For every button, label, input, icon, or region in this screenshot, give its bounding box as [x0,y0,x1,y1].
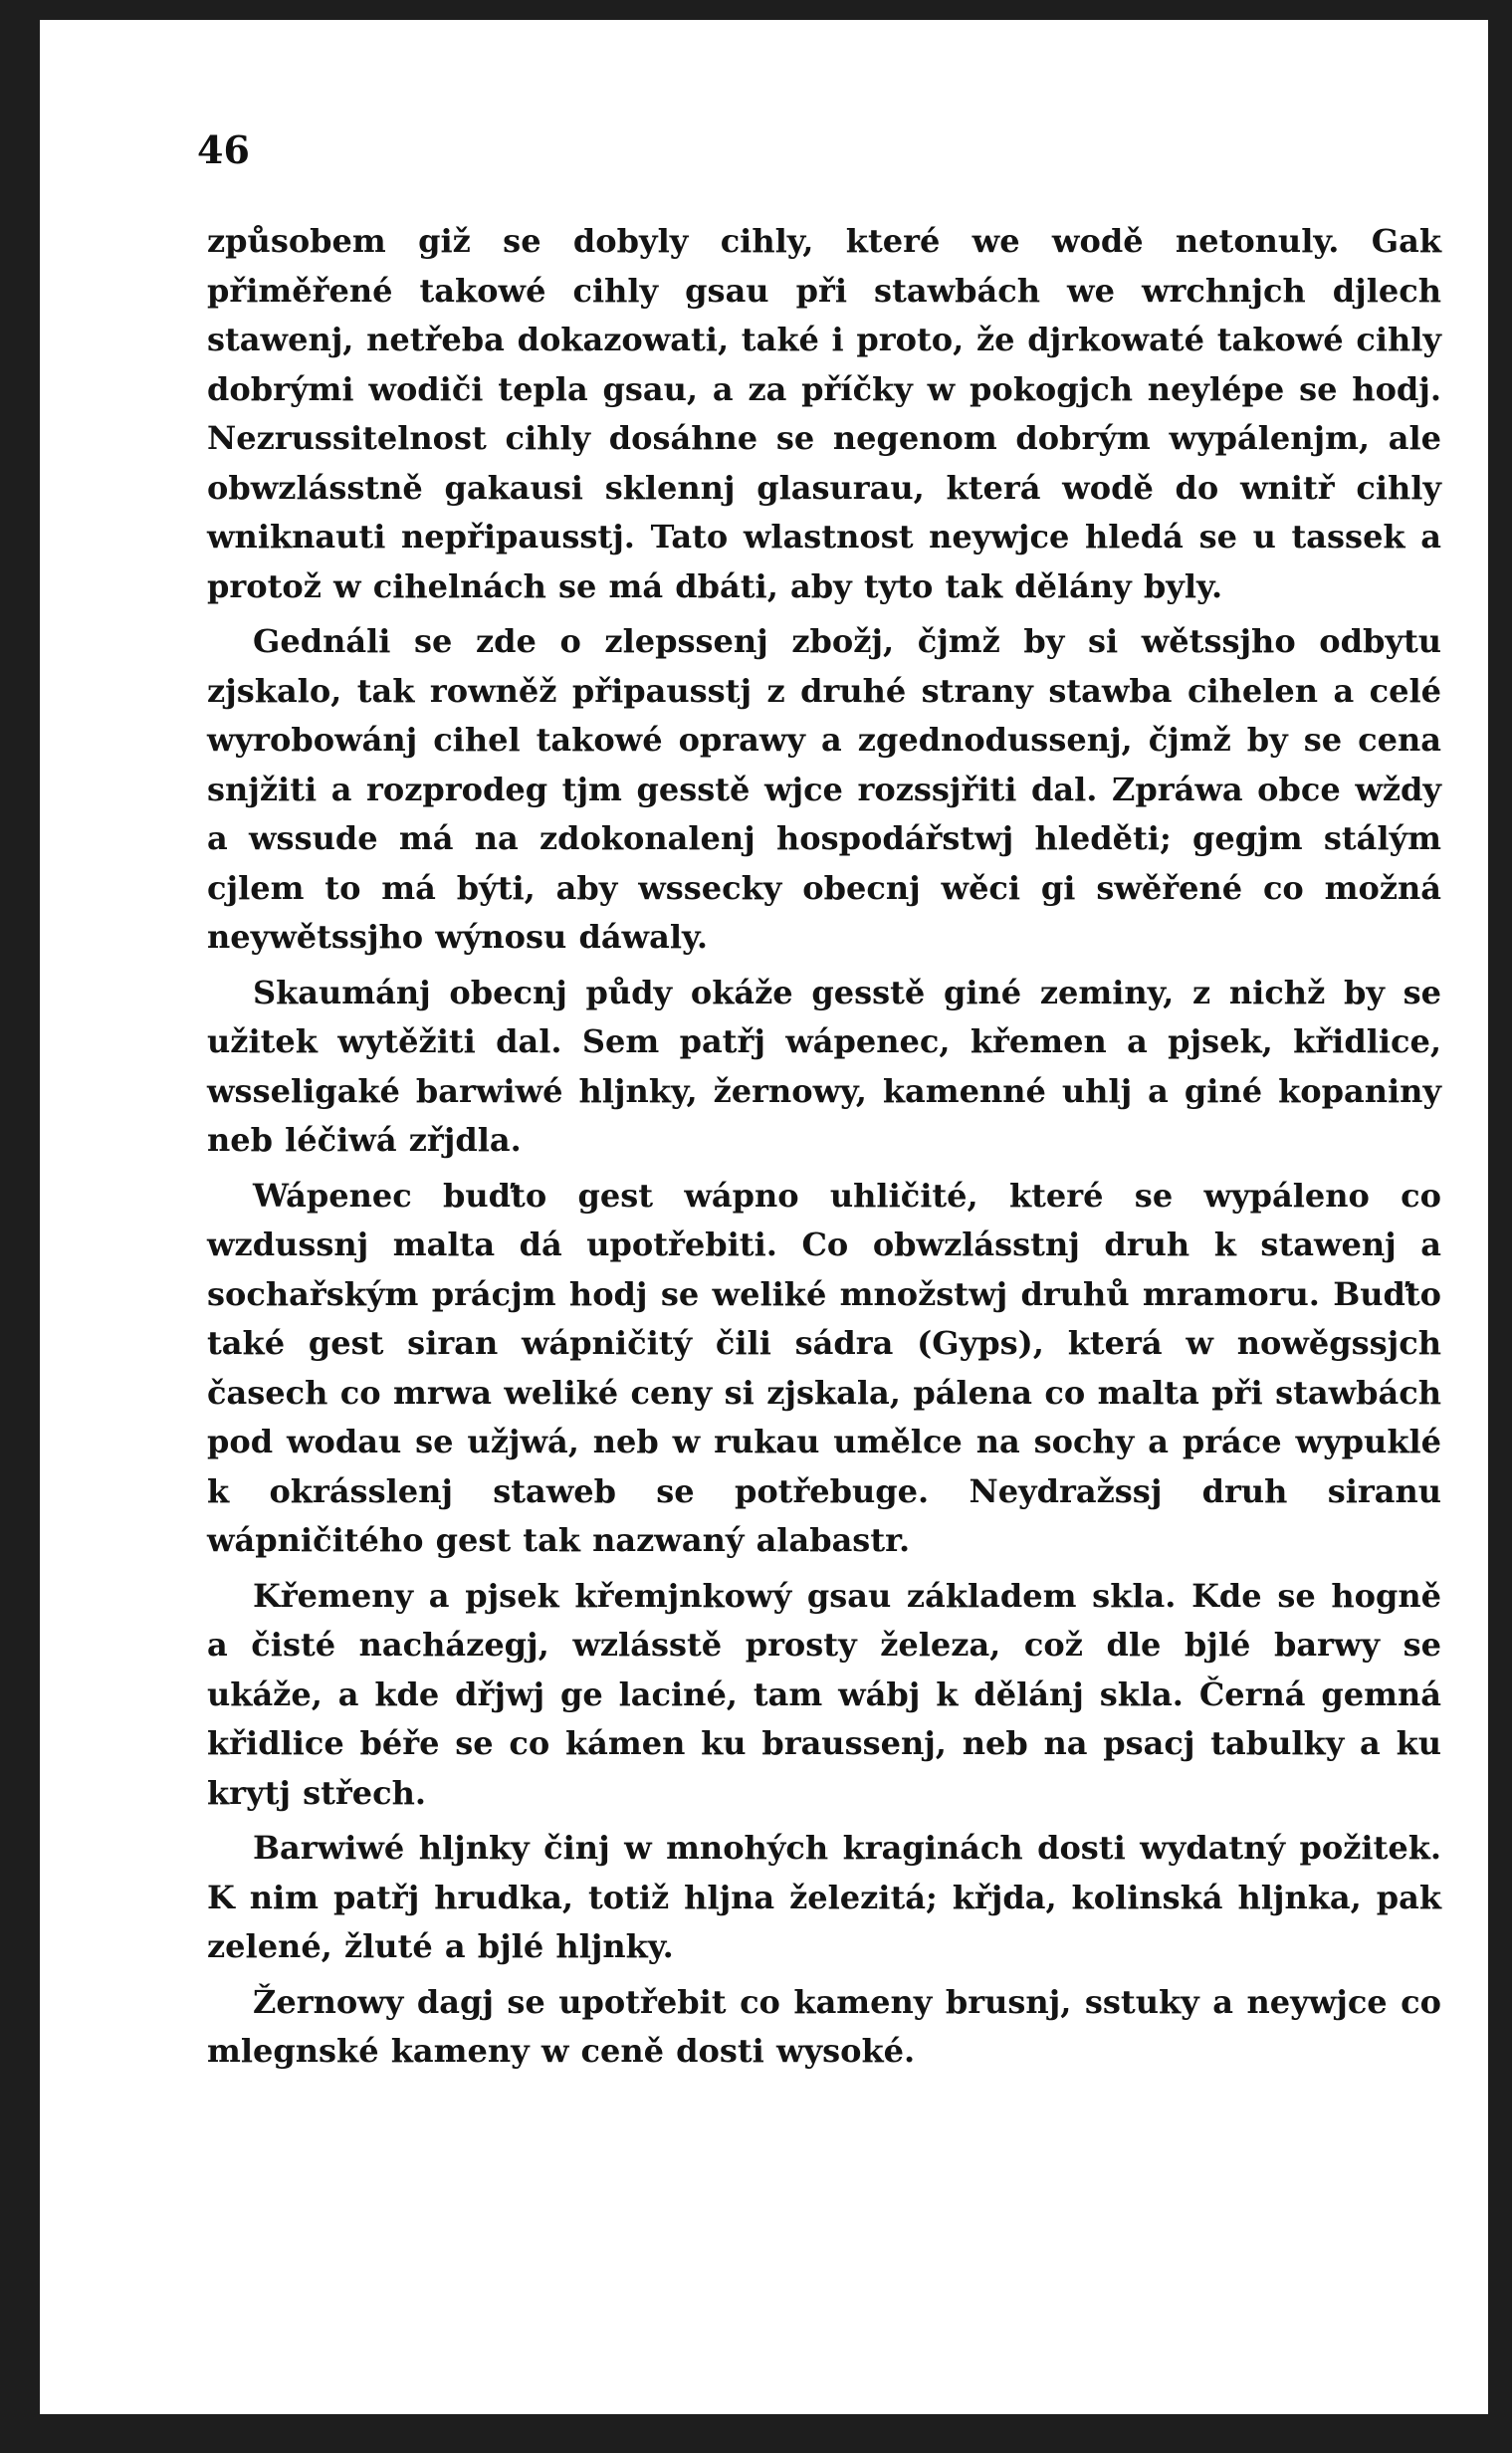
book-page [40,20,1488,2414]
paragraph: Barwiwé hljnky činj w mnohých kraginách dosti wydatný požitek. K nim patřj hrudka, totiž hljna železitá; křjda, kolinská hljnka, pak zelené, žluté a bjlé hljnky. [207,1829,1441,1965]
paragraph: Křemeny a pjsek křemjnkowý gsau základem skla. Kde se hogně a čisté nacházegj, wzlásstě prosty železa, což dle bjlé barwy se ukáže, a kde dřjwj ge laciné, tam wábj k dělánj skla. Černá gemná křidlice béře se co kámen ku braussenj, neb na psacj tabulky a ku krytj střech. [207,1576,1441,1812]
paragraph: Wápenec buďto gest wápno uhličité, které se wypáleno co wzdussnj malta dá upotřebiti. Co obwzlásstnj druh k stawenj a sochařským prácjm hodj se weliké množstwj druhů mramoru. Buďto také gest siran wápničitý čili sádra (Gyps), která w nowěgssjch časech co mrwa weliké ceny si zjskala, pálena co malta při stawbách pod wodau se užjwá, neb w rukau umělce na sochy a práce wypuklé k okrásslenj staweb se potřebuge. Neydražssj druh siranu wápničitého gest tak nazwaný alabastr. [207,1176,1441,1559]
page-number: 46 [197,127,250,172]
page-body-text [207,217,1441,2083]
paragraph: Gednáli se zde o zlepssenj zbožj, čjmž by si wětssjho odbytu zjskalo, tak rowněž připausstj z druhé strany stawba cihelen a celé wyrobowánj cihel takowé oprawy a zgednodussenj, čjmž by se cena snjžiti a rozprodeg tjm gesstě wjce rozssjřiti dal. Zpráwa obce wždy a wssude má na zdokonalenj hospodářstwj hleděti; gegjm stálým cjlem to má býti, aby wssecky obecnj wěci gi swěřené co možná neywětssjho wýnosu dáwaly. [207,622,1441,956]
paragraph: Žernowy dagj se upotřebit co kameny brusnj, sstuky a neywjce co mlegnské kameny w ceně dosti wysoké. [207,1982,1441,2070]
paragraph: Skaumánj obecnj půdy okáže gesstě giné zeminy, z nichž by se užitek wytěžiti dal. Sem patřj wápenec, křemen a pjsek, křidlice, wsseligaké barwiwé hljnky, žernowy, kamenné uhlj a giné kopaniny neb léčiwá zřjdla. [207,973,1441,1159]
paragraph: způsobem giž se dobyly cihly, které we wodě netonuly. Gak přiměřené takowé cihly gsau při stawbách we wrchnjch djlech stawenj, netřeba dokazowati, také i proto, že djrkowaté takowé cihly dobrými wodiči tepla gsau, a za příčky w pokogjch neylépe se hodj. Nezrussitelnost cihly dosáhne se negenom dobrým wypálenjm, ale obwzlásstně gakausi sklennj glasurau, která wodě do wnitř cihly wniknauti nepřipausstj. Tato wlastnost neywjce hledá se u tassek a protož w cihelnách se má dbáti, aby tyto tak dělány byly. [207,222,1441,605]
